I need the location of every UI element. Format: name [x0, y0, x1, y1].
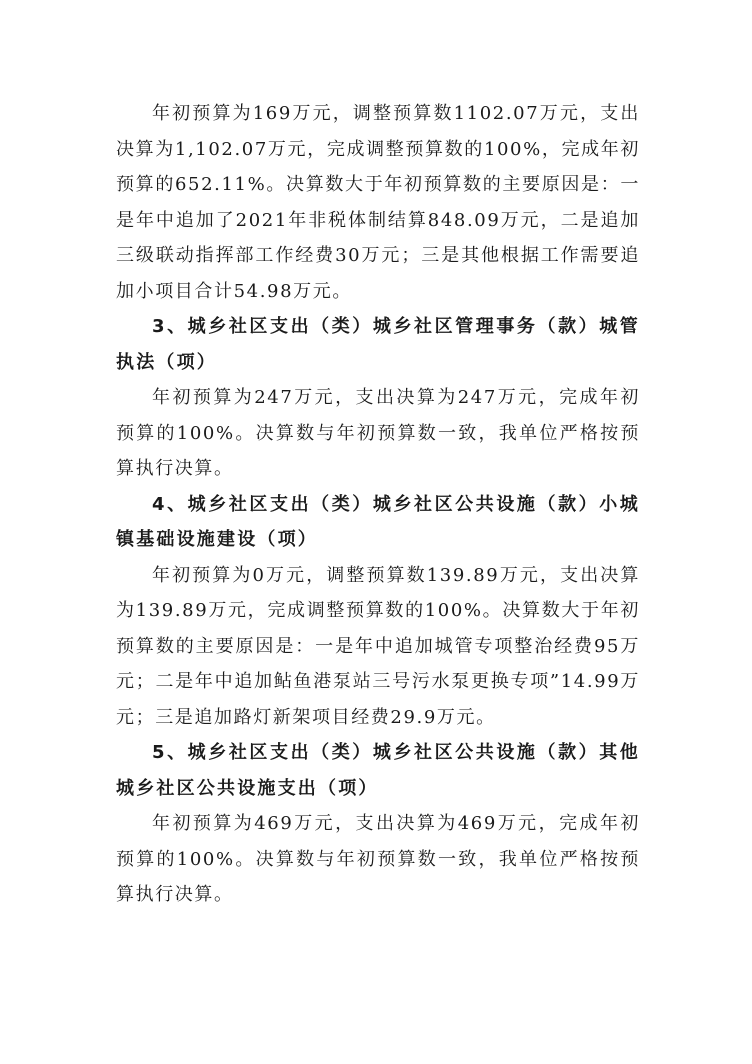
paragraph-budget-summary: 年初预算为169万元，调整预算数1102.07万元，支出决算为1,102.07万元，完成调整预算数的100%，完成年初预算的652.11%。决算数大于年初预算数的主要原因是：一是年中追加了2021年非税体制结算848.09万元，二是追加三级联动指挥部工作经费30万元；三是其他根据工作需要追加小项目合计54.98万元。: [116, 103, 640, 302]
section-heading-3: 3、城乡社区支出（类）城乡社区管理事务（款）城管执法（项）: [116, 316, 640, 373]
paragraph-section-3: 年初预算为247万元，支出决算为247万元，完成年初预算的100%。决算数与年初预算数一致，我单位严格按预算执行决算。: [116, 387, 640, 479]
paragraph-section-5: 年初预算为469万元，支出决算为469万元，完成年初预算的100%。决算数与年初预算数一致，我单位严格按预算执行决算。: [116, 813, 640, 905]
paragraph-section-4: 年初预算为0万元，调整预算数139.89万元，支出决算为139.89万元，完成调整预算数的100%。决算数大于年初预算数的主要原因是：一是年中追加城管专项整治经费95万元；二是年中追加鲇鱼港泵站三号污水泵更换专项”14.99万元；三是追加路灯新架项目经费29.9万元。: [116, 564, 640, 728]
section-heading-4: 4、城乡社区支出（类）城乡社区公共设施（款）小城镇基础设施建设（项）: [116, 493, 640, 550]
section-heading-5: 5、城乡社区支出（类）城乡社区公共设施（款）其他城乡社区公共设施支出（项）: [116, 742, 640, 799]
document-page: [116, 96, 640, 913]
